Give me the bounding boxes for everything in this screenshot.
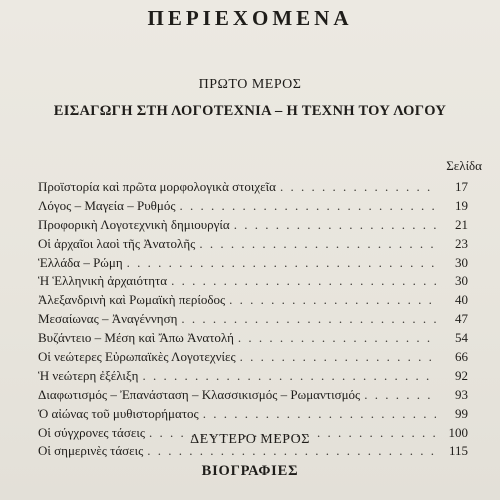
- part-two-label: ΔΕΥΤΕΡΟ ΜΕΡΟΣ: [190, 432, 310, 447]
- toc-entry-page: 92: [455, 367, 468, 383]
- part-one-label: ΠΡΩΤΟ ΜΕΡΟΣ: [198, 77, 302, 92]
- toc-entry-title: Μεσαίωνας – Ἀναγέννηση: [38, 311, 178, 327]
- toc-entry-page: 100: [448, 424, 468, 440]
- toc-entry: [38, 235, 468, 254]
- toc-entry: [38, 329, 468, 348]
- toc-entry-title: Προφορικὴ Λογοτεχνικὴ δημιουργία: [38, 216, 230, 232]
- dot-leader: [238, 329, 436, 348]
- part-two-title: ΒΙΟΓΡΑΦΙΕΣ: [201, 463, 299, 479]
- dot-leader: [234, 216, 436, 235]
- toc-entry: [38, 348, 468, 367]
- page-title: ΠΕΡΙΕΧΟΜΕΝΑ: [147, 6, 353, 30]
- toc-entry: [38, 310, 468, 329]
- toc-entry-page: 66: [455, 349, 468, 365]
- toc-entry: [38, 367, 468, 386]
- dot-leader: [364, 386, 436, 405]
- toc-entry-page: 40: [455, 292, 468, 308]
- dot-leader: [229, 291, 436, 310]
- toc-entry-title: Οἱ σημερινὲς τάσεις: [38, 443, 144, 459]
- toc-entry: [38, 386, 468, 405]
- toc-entry-title: Ὁ αἰώνας τοῦ μυθιστορήματος: [38, 405, 199, 421]
- dot-leader: [203, 405, 436, 424]
- toc-entry-page: 21: [455, 216, 468, 232]
- toc-entry: [38, 254, 468, 273]
- dot-leader: [240, 348, 436, 367]
- toc-entry: [38, 216, 468, 235]
- page-column-header: Σελίδα: [446, 158, 482, 173]
- toc-entry-title: Λόγος – Μαγεία – Ρυθμός: [38, 197, 176, 213]
- toc-entry: [38, 197, 468, 216]
- toc-entry-page: 47: [455, 311, 468, 327]
- toc-entry-title: Οἱ ἀρχαῖοι λαοὶ τῆς Ἀνατολῆς: [38, 235, 196, 251]
- toc-entry-page: 30: [455, 254, 468, 270]
- table-of-contents: [38, 178, 468, 461]
- dot-leader: [180, 197, 437, 216]
- toc-entry: [38, 272, 468, 291]
- toc-entry-page: 99: [455, 405, 468, 421]
- toc-entry: [38, 178, 468, 197]
- toc-entry-page: 19: [455, 197, 468, 213]
- dot-leader: [171, 272, 436, 291]
- dot-leader: [199, 235, 436, 254]
- dot-leader: [142, 367, 436, 386]
- toc-entry: [38, 405, 468, 424]
- toc-entry-title: Οἱ σύγχρονες τάσεις: [38, 424, 145, 440]
- toc-entry-page: 54: [455, 330, 468, 346]
- dot-leader: [280, 178, 436, 197]
- toc-entry: [38, 291, 468, 310]
- toc-entry-title: Διαφωτισμός – Ἐπανάσταση – Κλασσικισμός – Ρωμαντισμός: [38, 386, 361, 402]
- toc-entry-page: 93: [455, 386, 468, 402]
- toc-entry-page: 115: [448, 443, 468, 459]
- dot-leader: [181, 310, 436, 329]
- dot-leader: [127, 254, 436, 273]
- part-one-title: ΕΙΣΑΓΩΓΗ ΣΤΗ ΛΟΓΟΤΕΧΝΙΑ – Η ΤΕΧΝΗ ΤΟΥ ΛΟΓΟΥ: [53, 103, 447, 119]
- toc-entry-title: Ἡ Ἑλληνικὴ ἀρχαιότητα: [38, 273, 168, 289]
- toc-entry-page: 17: [455, 179, 468, 194]
- toc-entry-title: Ἡ νεώτερη ἐξέλιξη: [38, 367, 139, 383]
- toc-entry-title: Βυζάντειο – Μέση καὶ Ἄπω Ἀνατολή: [38, 330, 234, 346]
- toc-entry-title: Ἑλλάδα – Ρώμη: [38, 254, 123, 270]
- toc-entry-page: 23: [455, 235, 468, 251]
- toc-entry-title: Προϊστορία καὶ πρῶτα μορφολογικὰ στοιχεῖα: [38, 179, 276, 194]
- toc-entry-title: Οἱ νεώτερες Εὐρωπαϊκὲς Λογοτεχνίες: [38, 349, 236, 365]
- toc-entry-page: 30: [455, 273, 468, 289]
- toc-entry-title: Ἀλεξανδρινὴ καὶ Ρωμαϊκὴ περίοδος: [38, 292, 226, 308]
